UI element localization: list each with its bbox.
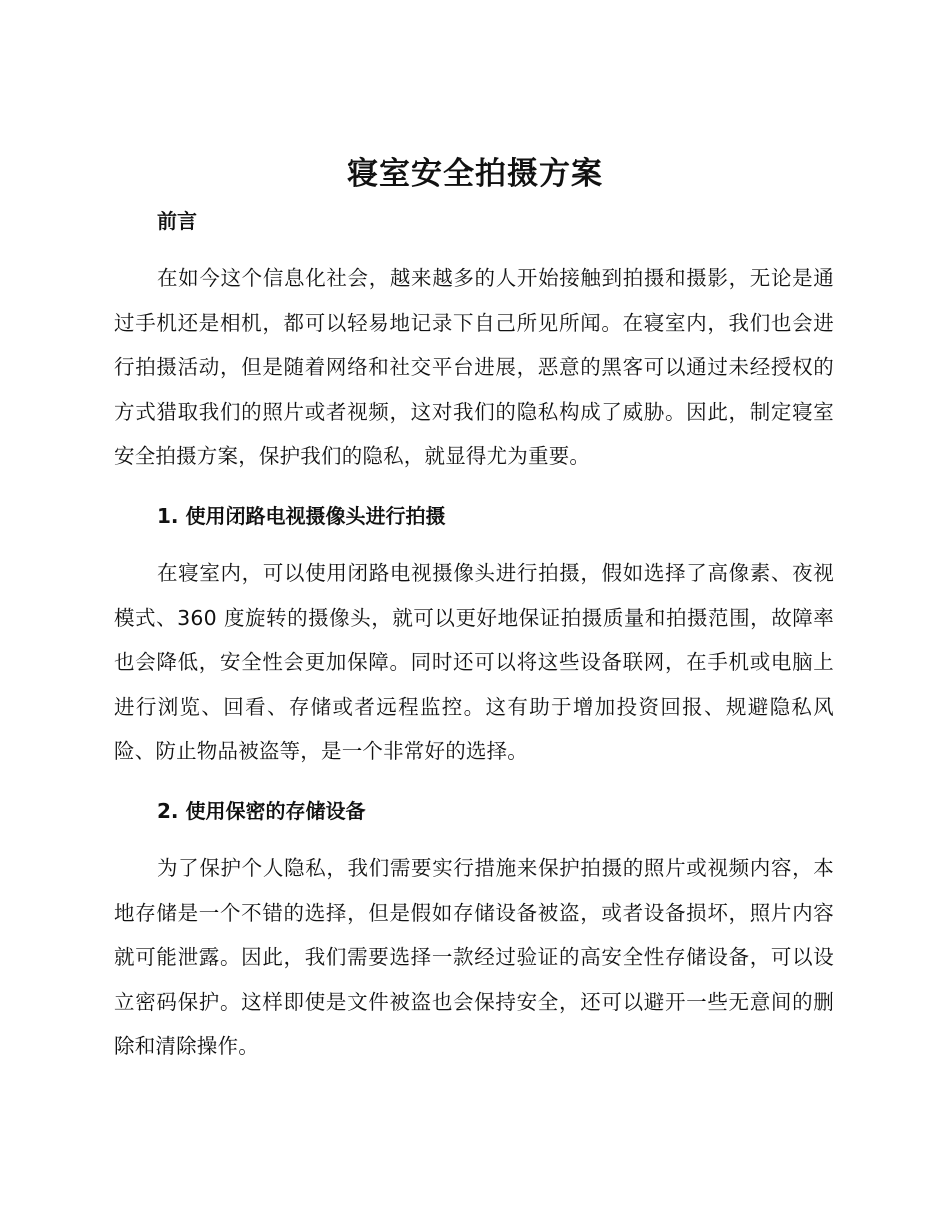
section-heading-preface: 前言: [157, 209, 197, 233]
section-heading-cctv: 1. 使用闭路电视摄像头进行拍摄: [157, 504, 446, 528]
document-title: 寝室安全拍摄方案: [347, 156, 603, 192]
section-body-storage: 为了保护个人隐私，我们需要实行措施来保护拍摄的照片或视频内容，本地存储是一个不错的选择，但是假如存储设备被盗，或者设备损坏，照片内容就可能泄露。因此，我们需要选择一款经过验证的高安全性存储设备，可以设立密码保护。这样即使是文件被盗也会保持安全，还可以避开一些无意间的删除和清除操作。: [114, 856, 834, 1058]
section-heading-storage: 2. 使用保密的存储设备: [157, 799, 366, 823]
section-body-cctv: 在寝室内，可以使用闭路电视摄像头进行拍摄，假如选择了高像素、夜视模式、360 度旋转的摄像头，就可以更好地保证拍摄质量和拍摄范围，故障率也会降低，安全性会更加保障。同时还可以将这些设备联网，在手机或电脑上进行浏览、回看、存储或者远程监控。这有助于增加投资回报、规避隐私风险、防止物品被盗等，是一个非常好的选择。: [114, 561, 834, 763]
section-body-preface: 在如今这个信息化社会，越来越多的人开始接触到拍摄和摄影，无论是通过手机还是相机，都可以轻易地记录下自己所见所闻。在寝室内，我们也会进行拍摄活动，但是随着网络和社交平台进展，恶意的黑客可以通过未经授权的方式猎取我们的照片或者视频，这对我们的隐私构成了威胁。因此，制定寝室安全拍摄方案，保护我们的隐私，就显得尤为重要。: [114, 266, 834, 468]
